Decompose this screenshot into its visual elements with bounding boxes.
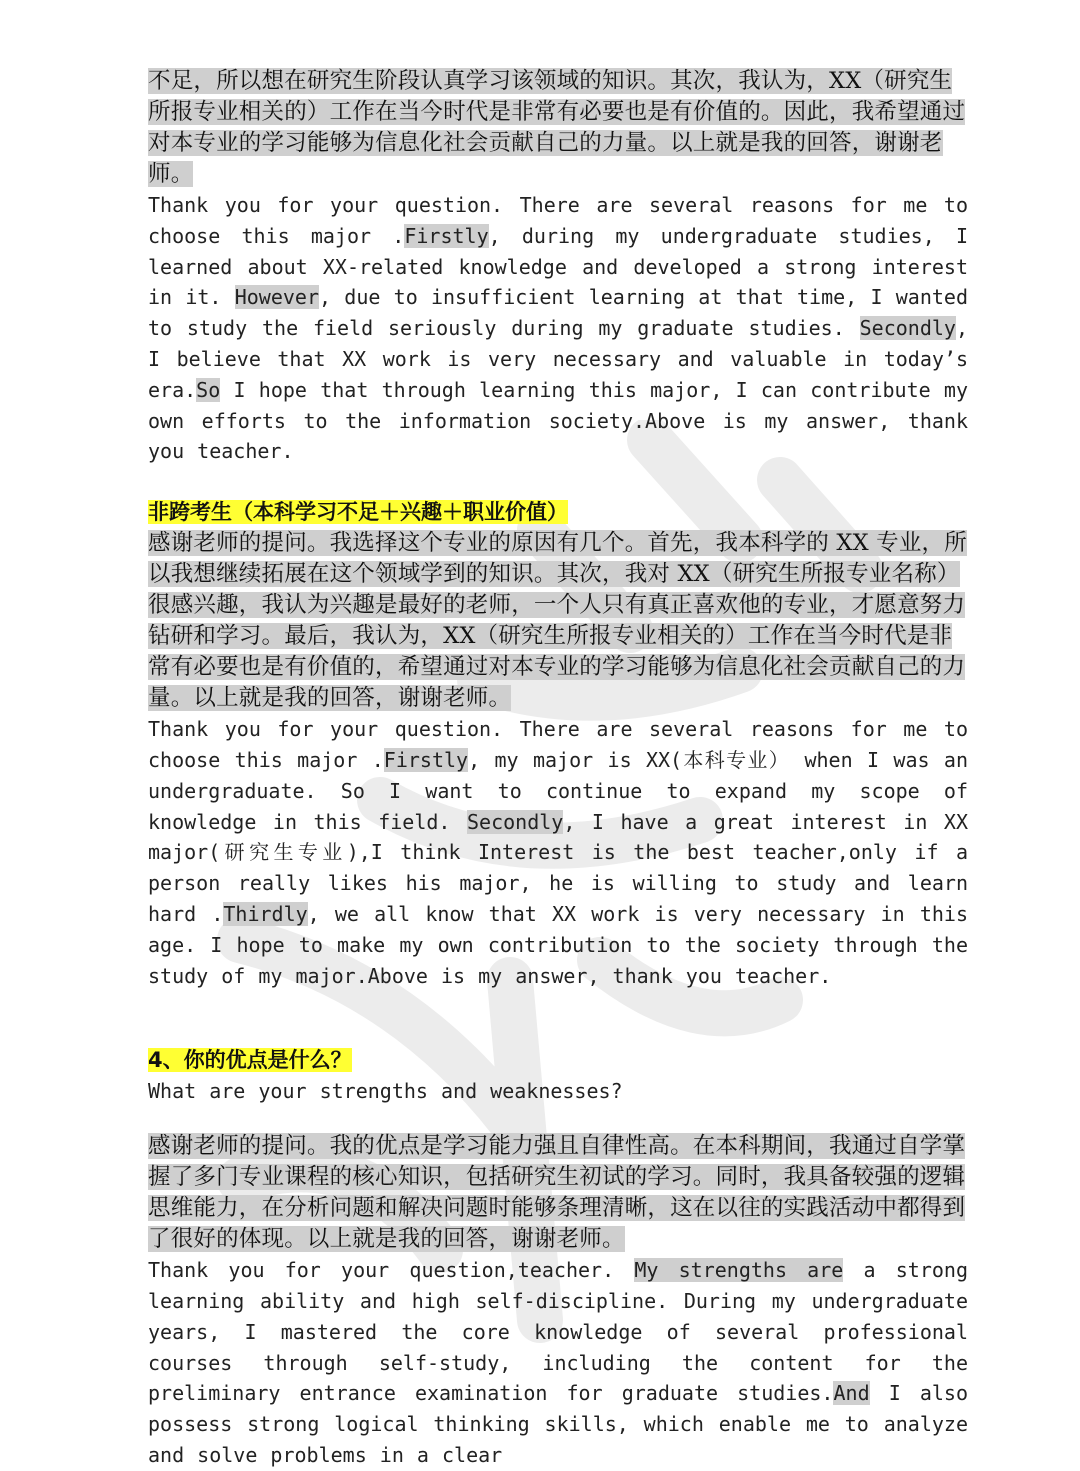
chinese-answer-block3 xyxy=(148,1131,968,1255)
english-question: What are your strengths and weaknesses? xyxy=(148,1079,623,1104)
section-heading-non-cross xyxy=(148,497,968,528)
document-page xyxy=(148,66,968,1471)
english-answer-block2 xyxy=(148,714,968,991)
text-run: a strong learning ability and high self-discipline. During my undergraduate years, I mastered the core knowledge of several professional courses through self-study, including the content for the preliminary entrance examination for graduate studies. xyxy=(148,1258,969,1406)
text-run: , due to insufficient learning at that time, I wanted to study the field seriously during my graduate studies. xyxy=(148,285,968,341)
text-run: , we all know that XX work is very necessary in this age. I hope to make my own contribution to the society through the study of my major.Above is my answer, thank you teacher. xyxy=(148,901,968,988)
highlight-word: Firstly xyxy=(404,223,489,248)
highlight-word: So xyxy=(196,377,221,402)
highlight-word: However xyxy=(234,285,319,310)
highlight-word: My strengths are xyxy=(634,1258,844,1283)
highlight-word: Secondly xyxy=(859,316,956,341)
heading-text: 非跨考生（本科学习不足＋兴趣＋职业价值） xyxy=(148,500,568,525)
text-run: Thank you for your question,teacher. xyxy=(148,1258,635,1283)
section-heading-strengths xyxy=(148,1045,968,1076)
text-run: Thank you for your question. There are several reasons for me to choose this major . xyxy=(148,717,968,772)
heading-text: 4、你的优点是什么？ xyxy=(148,1048,352,1073)
text-run: , I believe that XX work is very necessary and valuable in today’s era. xyxy=(148,316,968,402)
highlight-word: Firstly xyxy=(383,747,469,772)
text-run: , during my undergraduate studies, I learned about XX-related knowledge and developed a strong interest in it. xyxy=(148,223,968,310)
text-run: Thank you for your question. There are several reasons for me to choose this major . xyxy=(148,193,968,248)
highlight-word: Secondly xyxy=(466,809,564,834)
text-run: I hope that through learning this major, I can contribute my own efforts to the information society.Above is my answer, thank you teacher. xyxy=(148,377,968,464)
text-run: , I have a great interest in XX major(研究生专业),I think Interest is the best teacher,only if a person really likes his major, he is willing to study and learn hard . xyxy=(148,809,968,926)
chinese-answer-block2 xyxy=(148,528,968,714)
text-run: , my major is XX(本科专业） when I was an undergraduate. So I want to continue to expand my scope of knowledge in this field. xyxy=(148,747,968,834)
chinese-answer-block1 xyxy=(148,66,968,190)
highlight-word: And xyxy=(833,1381,870,1406)
highlighted-text: 感谢老师的提问。我选择这个专业的原因有几个。首先，我本科学的 XX 专业，所以我想继续拓展在这个领域学到的知识。其次，我对 XX（研究生所报专业名称）很感兴趣，我认为兴趣是最好的老师，一个人只有真正喜欢他的专业，才愿意努力钻研和学习。最后，我认为，XX（研究生所报专业相关的）工作在当今时代是非常有必要也是有价值的，希望通过对本专业的学习能够为信息化社会贡献自己的力量。以上就是我的回答，谢谢老师。 xyxy=(148,530,967,712)
highlighted-text: 感谢老师的提问。我的优点是学习能力强且自律性高。在本科期间，我通过自学掌握了多门专业课程的核心知识，包括研究生初试的学习。同时，我具备较强的逻辑思维能力，在分析问题和解决问题时能够条理清晰，这在以往的实践活动中都得到了很好的体现。以上就是我的回答，谢谢老师。 xyxy=(148,1133,966,1253)
highlighted-text: 不足，所以想在研究生阶段认真学习该领域的知识。其次，我认为，XX（研究生所报专业相关的）工作在当今时代是非常有必要也是有价值的。因此，我希望通过对本专业的学习能够为信息化社会贡献自己的力量。以上就是我的回答，谢谢老师。 xyxy=(148,68,966,187)
english-answer-block1 xyxy=(148,190,968,467)
highlight-word: Thirdly xyxy=(223,901,308,926)
text-run: I also possess strong logical thinking skills, which enable me to analyze and solve problems in a clear xyxy=(148,1381,968,1467)
english-answer-block3 xyxy=(148,1255,968,1471)
